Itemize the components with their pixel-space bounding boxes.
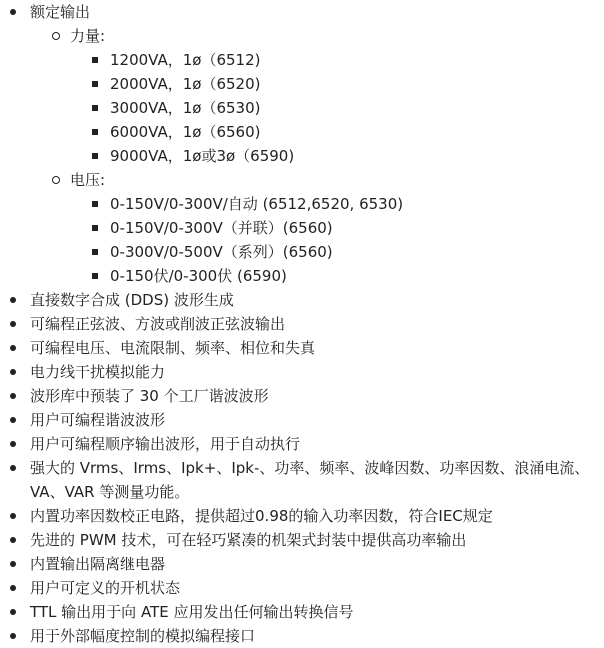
list-item (0, 528, 604, 552)
power-item-text: 1200VA，1ø（6512) (110, 51, 261, 69)
voltage-item (0, 192, 604, 216)
list-item-rated-output (0, 0, 604, 288)
power-item (0, 120, 604, 144)
bullet-icon (10, 465, 16, 471)
power-item-text: 9000VA，1ø或3ø（6590) (110, 147, 295, 165)
list-item (0, 456, 604, 504)
power-sublist (70, 48, 604, 168)
square-bullet-icon (92, 105, 98, 111)
square-bullet-icon (92, 273, 98, 279)
voltage-item-text: 0-150伏/0-300伏 (6590) (110, 267, 287, 285)
circle-bullet-icon (52, 32, 60, 40)
bullet-icon (10, 609, 16, 615)
list-item-text: 可编程正弦波、方波或削波正弦波输出 (30, 315, 286, 333)
bullet-icon (10, 537, 16, 543)
voltage-item-text: 0-300V/0-500V（系列）(6560) (110, 243, 333, 261)
list-item-text: 电力线干扰模拟能力 (30, 363, 166, 381)
bullet-icon (10, 393, 16, 399)
list-item-text: 内置输出隔离继电器 (30, 555, 166, 573)
list-item-text: 用户可定义的开机状态 (30, 579, 181, 597)
rated-output-sublist (30, 24, 604, 288)
bullet-icon (10, 513, 16, 519)
list-item-text: 波形库中预装了 30 个工厂谐波波形 (30, 387, 269, 405)
list-item (0, 576, 604, 600)
list-item (0, 552, 604, 576)
list-item-text: 先进的 PWM 技术，可在轻巧紧凑的机架式封装中提供高功率输出 (30, 531, 467, 549)
list-item-text: 用于外部幅度控制的模拟编程接口 (30, 627, 256, 645)
list-item-text: 内置功率因数校正电路，提供超过0.98的输入功率因数，符合IEC规定 (30, 507, 493, 525)
list-item (0, 288, 604, 312)
bullet-icon (10, 633, 16, 639)
list-item-text: 用户可编程谐波波形 (30, 411, 166, 429)
list-item (0, 408, 604, 432)
power-item-text: 6000VA，1ø（6560) (110, 123, 261, 141)
list-item (0, 336, 604, 360)
sublist-item-text: 力量: (70, 27, 106, 45)
list-item-text: 可编程电压、电流限制、频率、相位和失真 (30, 339, 316, 357)
voltage-sublist (70, 192, 604, 288)
list-item-text: TTL 输出用于向 ATE 应用发出任何输出转换信号 (30, 603, 354, 621)
voltage-item (0, 264, 604, 288)
bullet-icon (10, 369, 16, 375)
bullet-icon (10, 297, 16, 303)
list-item (0, 624, 604, 648)
list-item-text: 强大的 Vrms、Irms、Ipk+、Ipk-、功率、频率、波峰因数、功率因数、浪涌电流、VA、VAR 等测量功能。 (30, 459, 590, 501)
list-item (0, 432, 604, 456)
list-item-text: 额定输出 (30, 3, 91, 21)
bullet-icon (10, 585, 16, 591)
power-item (0, 72, 604, 96)
square-bullet-icon (92, 153, 98, 159)
sublist-item-text: 电压: (70, 171, 106, 189)
square-bullet-icon (92, 57, 98, 63)
square-bullet-icon (92, 249, 98, 255)
square-bullet-icon (92, 81, 98, 87)
power-item (0, 144, 604, 168)
square-bullet-icon (92, 129, 98, 135)
square-bullet-icon (92, 225, 98, 231)
bullet-icon (10, 321, 16, 327)
list-item-text: 直接数字合成 (DDS) 波形生成 (30, 291, 234, 309)
square-bullet-icon (92, 201, 98, 207)
circle-bullet-icon (52, 176, 60, 184)
bullet-icon (10, 345, 16, 351)
voltage-item-text: 0-150V/0-300V/自动 (6512,6520, 6530) (110, 195, 404, 213)
list-item (0, 504, 604, 528)
list-item (0, 312, 604, 336)
sublist-item-voltage (0, 168, 604, 288)
list-item (0, 360, 604, 384)
bullet-icon (10, 441, 16, 447)
voltage-item (0, 216, 604, 240)
sublist-item-power (0, 24, 604, 168)
list-item (0, 600, 604, 624)
bullet-icon (10, 417, 16, 423)
voltage-item (0, 240, 604, 264)
power-item-text: 2000VA，1ø（6520) (110, 75, 261, 93)
bullet-icon (10, 561, 16, 567)
power-item (0, 48, 604, 72)
power-item (0, 96, 604, 120)
list-item (0, 384, 604, 408)
bullet-icon (10, 9, 16, 15)
power-item-text: 3000VA，1ø（6530) (110, 99, 261, 117)
voltage-item-text: 0-150V/0-300V（并联）(6560) (110, 219, 333, 237)
list-item-text: 用户可编程顺序输出波形，用于自动执行 (30, 435, 301, 453)
